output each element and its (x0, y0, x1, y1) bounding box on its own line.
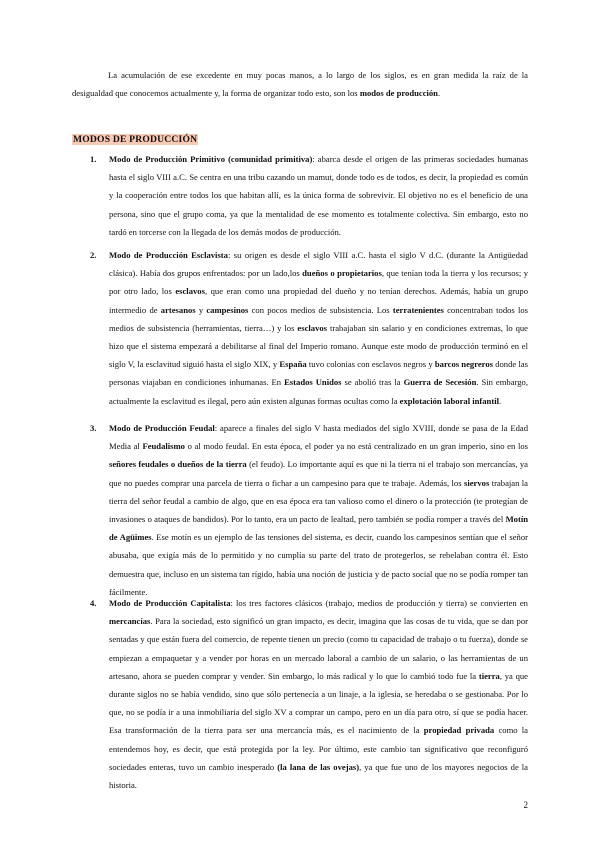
text-run: : su origen es desde el siglo VIII a.C. hasta el siglo V d.C. (durante la Antigüedad clásica). Había dos grupos enfrentados: por un lado,los (109, 250, 528, 279)
bold-term: Modo de Producción Feudal (109, 423, 215, 433)
text-run: . (498, 395, 502, 406)
section-heading: MODOS DE PRODUCCIÓN (73, 134, 198, 145)
bold-term: Guerra de Secesión (403, 377, 477, 388)
bold-term: Modo de Producción Esclavista (109, 250, 228, 260)
list-item-3 (90, 419, 528, 601)
bold-term: explotación laboral infantil (399, 395, 499, 406)
list-item-4 (90, 594, 528, 794)
text-run: , que eran como una propiedad del dueño y no tenían derechos. Además, había un grupo intermedio de (109, 286, 528, 315)
bold-term: esclavos (175, 286, 205, 297)
text-run: trabajaban sin salario y en condiciones extremas, lo que hizo que el sistema empezará a debilitarse al final del Imperio romano. Aunque este modo de producción terminó en el siglo V, la esclavitud siguió hasta el siglo XIX, y (109, 322, 528, 370)
list-item-text (109, 594, 528, 794)
text-run: tuvo colonias con esclavos negros y (306, 359, 435, 370)
page-number: 2 (523, 800, 528, 810)
list-number: 1. (90, 154, 97, 164)
text-run: o al modo feudal. En esta época, el poder ya no está centralizado en un gran imperio, sino en los (184, 441, 528, 452)
list-item-text (109, 246, 528, 410)
list-number: 3. (90, 423, 97, 433)
bold-term: (la lana de las ovejas) (277, 761, 360, 772)
bold-term: terratenientes (392, 304, 444, 315)
bold-term: Modo de Producción Primitivo (comunidad primitiva) (109, 154, 313, 164)
bold-term: propiedad privada (423, 725, 495, 736)
list-number: 2. (90, 250, 97, 260)
text-run: : abarca desde el origen de las primeras sociedades humanas hasta el siglo VIII a.C. Se centra en una tribu cazando un mamut, donde todo es de todos, es decir, la propiedad es común y la cooperación entre todos los que habitan allí, es la única forma de sobrevivir. El objetivo no es el beneficio de una persona, sino que el grupo coma, ya que la mentalidad de ese momento es totalmente colectiva. Sin embargo, esto no tardó en torcerse con la llegada de los demás modos de producción. (109, 154, 528, 237)
bold-term: dueños o propietarios (302, 268, 382, 279)
bold-term: tierra (478, 670, 500, 681)
bold-term: señores feudales o dueños de la tierra (109, 459, 247, 470)
bold-term: esclavos (297, 322, 328, 333)
bold-term: Motín de Agüimes (109, 514, 528, 543)
bold-term: Feudalismo (142, 441, 185, 452)
list-item-2 (90, 246, 528, 410)
list-item-text (109, 419, 528, 601)
text-run: (el feudo). Lo importante aquí es que ni la tierra ni el trabajo son mercancías, ya que no puedes comprar una parcela de tierra o fichar a un campesino para que te trabaje. Además, los (109, 459, 528, 488)
list-item-text (109, 150, 528, 241)
text-run: : los tres factores clásicos (trabajo, medios de producción y tierra) se convierten en (230, 598, 528, 608)
list-number: 4. (90, 598, 97, 608)
text-run: . Ese motín es un ejemplo de las tensiones del sistema, es decir, cuando los campesinos sentían que el señor abusaba, que exigía más de lo permitido y no cumplía su parte del trato de protegerlos, se rebelaban contra él. Esto demuestra que, incluso en un sistema tan rígido, había una noción de justicia y de pacto social que no se podía romper tan fácilmente. (109, 532, 528, 597)
bold-term: artesanos (160, 304, 196, 315)
intro-end: . (437, 88, 441, 98)
text-run: se abolió tras la (341, 377, 404, 388)
intro-text: La acumulación de ese excedente en muy pocas manos, a lo largo de los siglos, es en gran medida la raíz de la desigualdad que conocemos actualmente y, la forma de organizar todo esto, son los (72, 70, 528, 98)
text-run: y (195, 304, 207, 315)
text-run: como la entendemos hoy, es decir, que está protegida por la ley. Por último, este cambio tan significativo que reconfiguró sociedades enteras, tuvo un cambio inesperado (109, 725, 528, 772)
bold-term: barcos negreros (434, 359, 493, 370)
text-run: trabajan la tierra del señor feudal a cambio de algo, que en esa época era tan valioso como el dinero o la protección (te protegían de invasiones o ataques de bandidos). Por lo tanto, era un pacto de lealtad, pero también se podía romper a través del (109, 477, 528, 525)
text-run: . Sin embargo, actualmente la esclavitud es ilegal, pero aún existen algunas formas ocultas como la (109, 377, 528, 406)
text-run: , que tenían toda la tierra y los recursos; y por otro lado, los (109, 268, 528, 297)
bold-term: siervos (463, 477, 490, 488)
text-run: donde las personas viajaban en condiciones inhumanas. En (109, 359, 528, 388)
bold-term: Estados Unidos (284, 377, 342, 388)
text-run: concentraban todos los medios de subsistencia (herramientas, tierra…) y los (109, 304, 528, 333)
text-run: , ya que fue uno de los mayores negocios de la historia. (109, 761, 528, 791)
bold-term: campesinos (206, 304, 249, 315)
text-run: , ya que durante siglos no se había vendido, sino que sólo pertenecía a un linaje, a la iglesia, se heredaba o se gestionaba. Por lo que, no se podía ir a una inmobiliaria del siglo XV a comprar un campo, pero en un día para otro, sí que se podía hacer. Esa transformación de la tierra para ser una mercancía más, es el nacimiento de la (109, 670, 528, 736)
intro-paragraph (72, 66, 528, 102)
bold-term: Modo de Producción Capitalista (109, 598, 231, 608)
text-run: : aparece a finales del siglo V hasta mediados del siglo XVIII, donde se pasa de la Edad Media al (109, 423, 529, 452)
text-run: . Para la sociedad, esto significó un gran impacto, es decir, imagina que las cosas de tu vida, que se dan por sentadas y que están fuera del comercio, de repente tienen un precio (como tu capacidad de trabajo o tu fuerza), donde se empiezan a empaquetar y a vender por horas en un mercado laboral a cambio de un salario, o las herramientas de un artesano, ahora se pueden comprar y vender. Sin embargo, lo más radical y lo que lo cambió todo fue la (109, 616, 528, 681)
text-run: con pocos medios de subsistencia. Los (248, 304, 393, 315)
intro-bold-term: modos de producción (359, 88, 438, 98)
bold-term: España (279, 359, 307, 370)
list-item-1 (90, 150, 528, 241)
bold-term: mercancías (109, 616, 151, 627)
